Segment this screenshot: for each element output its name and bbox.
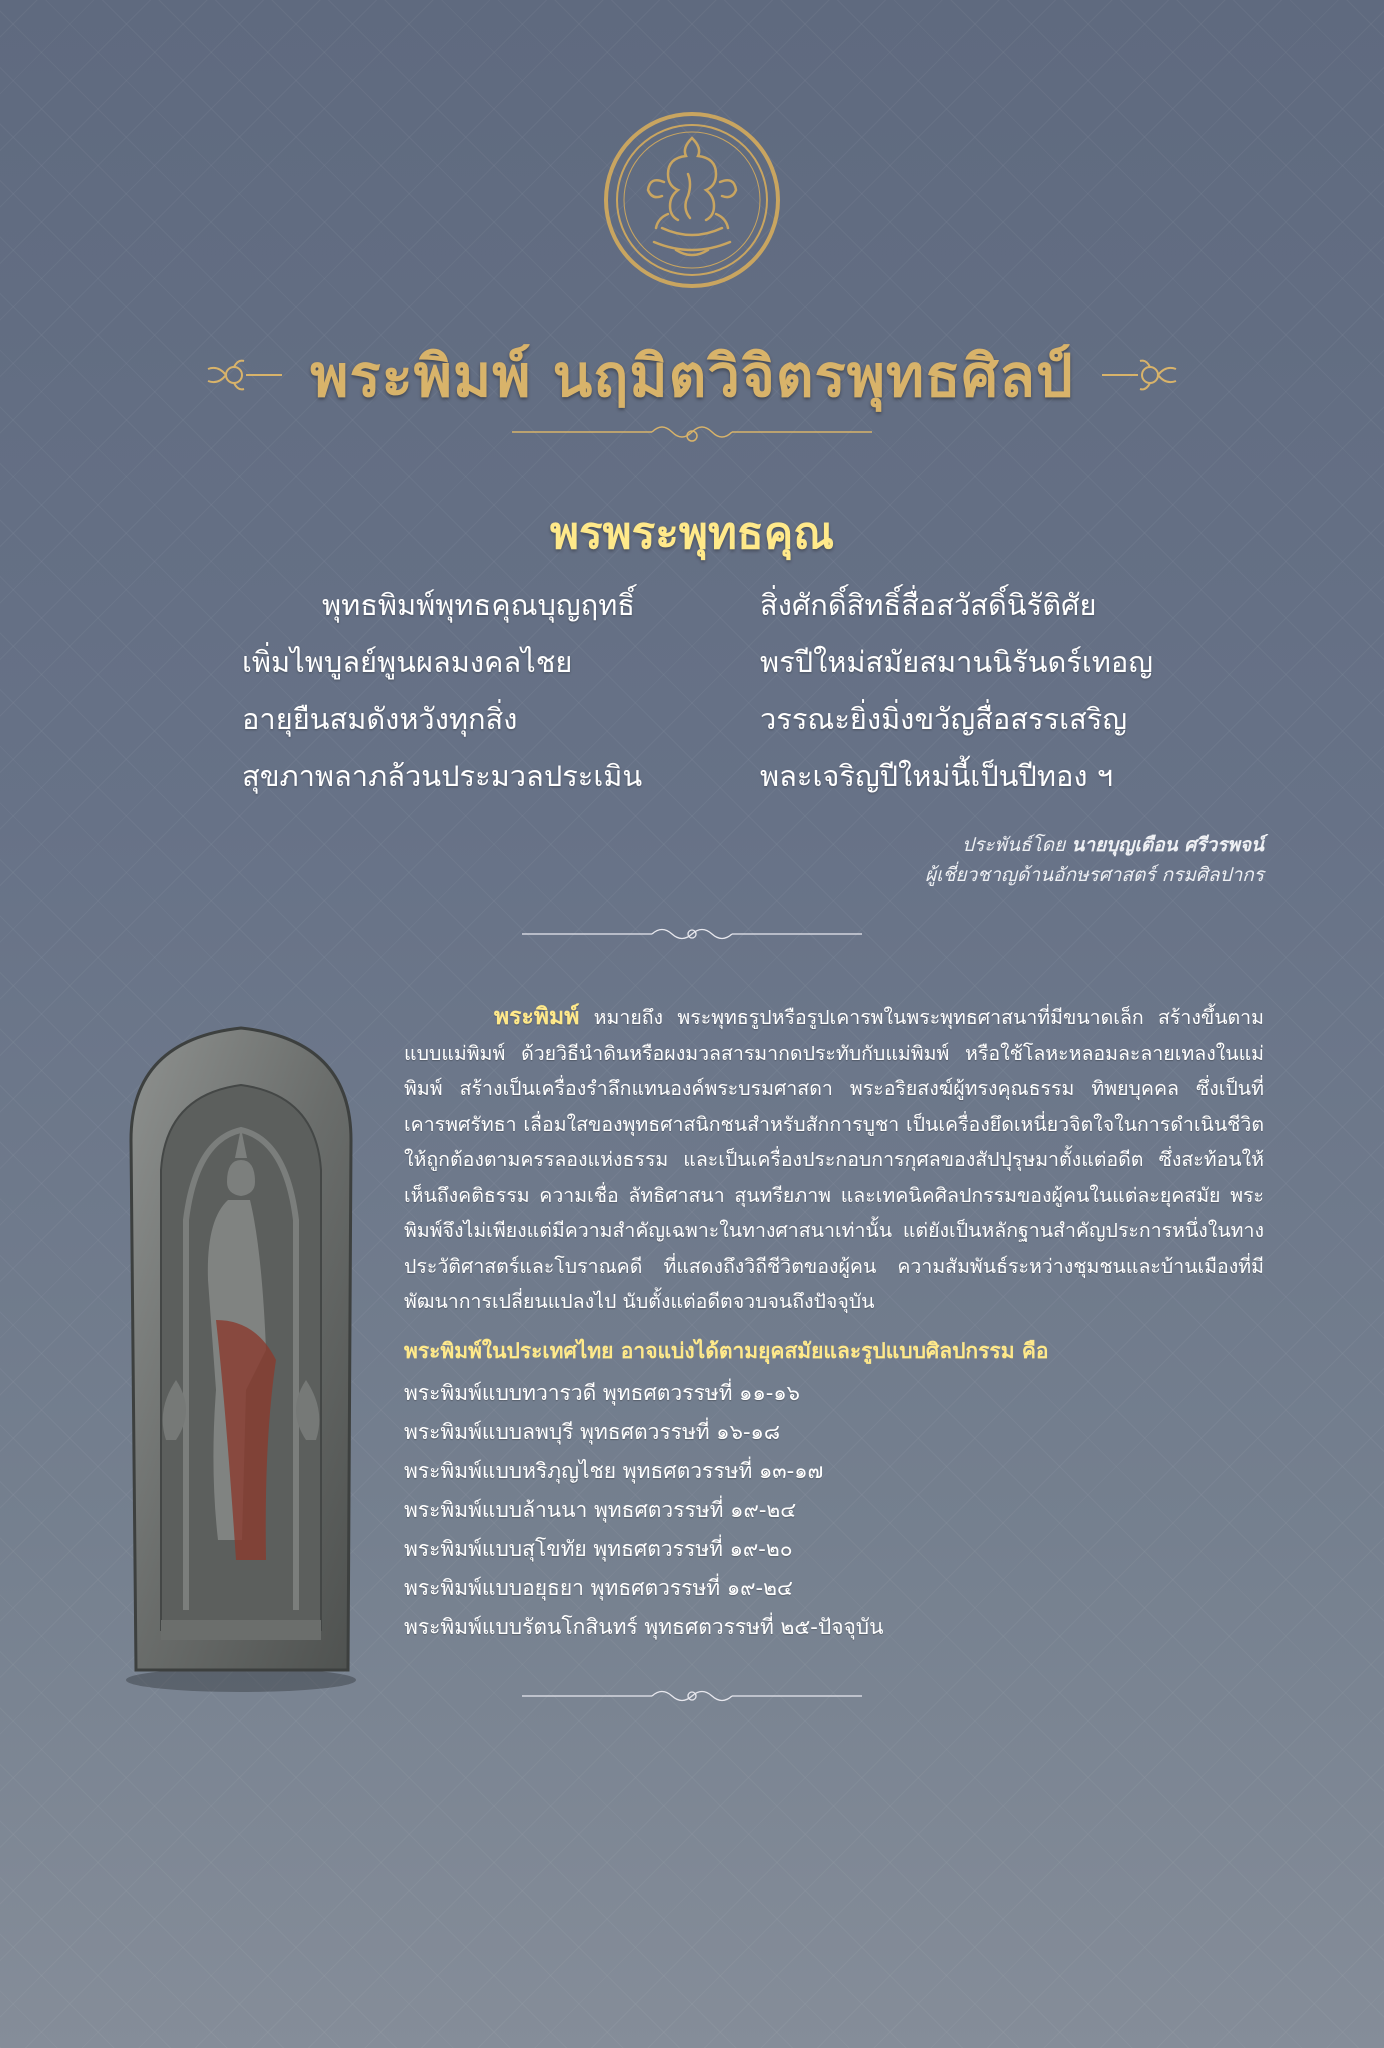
section-divider-ornament bbox=[522, 920, 862, 950]
credit-prefix: ประพันธ์โดย bbox=[962, 834, 1066, 856]
poem-line: พละเจริญปีใหม่นี้เป็นปีทอง ฯ bbox=[760, 759, 1114, 793]
author-credit bbox=[925, 830, 1264, 890]
list-item: พระพิมพ์แบบล้านนา พุทธศตวรรษที่ ๑๙-๒๔ bbox=[404, 1498, 797, 1522]
poem-line: วรรณะยิ่งมิ่งขวัญสื่อสรรเสริญ bbox=[760, 702, 1128, 736]
buddha-amulet-image bbox=[116, 1020, 366, 1695]
list-item: พระพิมพ์แบบหริภุญไชย พุทธศตวรรษที่ ๑๓-๑๗ bbox=[404, 1459, 824, 1483]
description-keyword: พระพิมพ์ bbox=[494, 1004, 580, 1030]
periods-heading: พระพิมพ์ในประเทศไทย อาจแบ่งได้ตามยุคสมัยและรูปแบบศิลปกรรม คือ bbox=[404, 1339, 1049, 1363]
description-text: หมายถึง พระพุทธรูปหรือรูปเคารพในพระพุทธศาสนาที่มีขนาดเล็ก สร้างขึ้นตามแบบแม่พิมพ์ ด้วยวิธีนำดินหรือผงมวลสารมากดประทับกับแม่พิมพ์ หรือใช้โลหะหลอมละลายเทลงในแม่พิมพ์ สร้างเป็นเครื่องรำลึกแทนองค์พระบรมศาสดา พระอริยสงฆ์ผู้ทรงคุณธรรม ทิพยบุคคล ซึ่งเป็นที่เคารพศรัทธา เลื่อมใสของพุทธศาสนิกชนสำหรับสักการบูชา เป็นเครื่องยึดเหนี่ยวจิตใจในการดำเนินชีวิตให้ถูกต้องตามครรลองแห่งธรรม และเป็นเครื่องประกอบการกุศลของสัปปุรุษมาตั้งแต่อดีต ซึ่งสะท้อนให้เห็นถึงคติธรรม ความเชื่อ ลัทธิศาสนา สุนทรียภาพ และเทคนิคศิลปกรรมของผู้คนในแต่ละยุคสมัย พระพิมพ์จึงไม่เพียงแต่มีความสำคัญเฉพาะในทางศาสนาเท่านั้น แต่ยังเป็นหลักฐานสำคัญประการหนึ่งในทางประวัติศาสตร์และโบราณคดี ที่แสดงถึงวิถีชีวิตของผู้คน ความสัมพันธ์ระหว่างชุมชนและบ้านเมืองที่มีพัฒนาการเปลี่ยนแปลงไป นับตั้งแต่อดีตจวบจนถึงปัจจุบัน bbox=[404, 1006, 1264, 1313]
poem-line: อายุยืนสมดังหวังทุกสิ่ง bbox=[242, 702, 518, 736]
periods-list bbox=[404, 1374, 883, 1647]
credit-line bbox=[925, 830, 1264, 860]
left-flourish-ornament bbox=[204, 355, 284, 395]
poem-heading: พรพระพุทธคุณ bbox=[549, 508, 835, 559]
list-item: พระพิมพ์แบบสุโขทัย พุทธศตวรรษที่ ๑๙-๒๐ bbox=[404, 1537, 793, 1561]
author-name: นายบุญเตือน ศรีวรพจน์ bbox=[1071, 834, 1264, 856]
bottom-divider-ornament bbox=[522, 1682, 862, 1712]
poem-line: เพิ่มไพบูลย์พูนผลมงคลไชย bbox=[242, 645, 573, 679]
page-title: พระพิมพ์ นฤมิตวิจิตรพุทธศิลป์ bbox=[310, 341, 1074, 410]
title-divider-ornament bbox=[512, 420, 872, 450]
list-item: พระพิมพ์แบบรัตนโกสินทร์ พุทธศตวรรษที่ ๒๕-ปัจจุบัน bbox=[404, 1615, 884, 1639]
ganesha-seal-emblem bbox=[602, 110, 782, 290]
list-item: พระพิมพ์แบบทวารวดี พุทธศตวรรษที่ ๑๑-๑๖ bbox=[404, 1381, 801, 1405]
poem-left-column bbox=[242, 577, 642, 805]
right-flourish-ornament bbox=[1100, 355, 1180, 395]
author-role: ผู้เชี่ยวชาญด้านอักษรศาสตร์ กรมศิลปากร bbox=[924, 864, 1264, 886]
poem-line: สุขภาพลาภล้วนประมวลประเมิน bbox=[242, 759, 643, 793]
title-row bbox=[0, 330, 1384, 420]
poem-right-column bbox=[760, 577, 1153, 805]
list-item: พระพิมพ์แบบลพบุรี พุทธศตวรรษที่ ๑๖-๑๘ bbox=[404, 1420, 781, 1444]
poem-line: พุทธพิมพ์พุทธคุณบุญฤทธิ์ bbox=[322, 588, 636, 622]
poem-line: สิ่งศักดิ์สิทธิ์สื่อสวัสดิ์นิรัติศัย bbox=[760, 588, 1097, 622]
description-paragraph bbox=[404, 1000, 1264, 1320]
poem-line: พรปีใหม่สมัยสมานนิรันดร์เทอญ bbox=[760, 645, 1154, 679]
list-item: พระพิมพ์แบบอยุธยา พุทธศตวรรษที่ ๑๙-๒๔ bbox=[404, 1576, 793, 1600]
